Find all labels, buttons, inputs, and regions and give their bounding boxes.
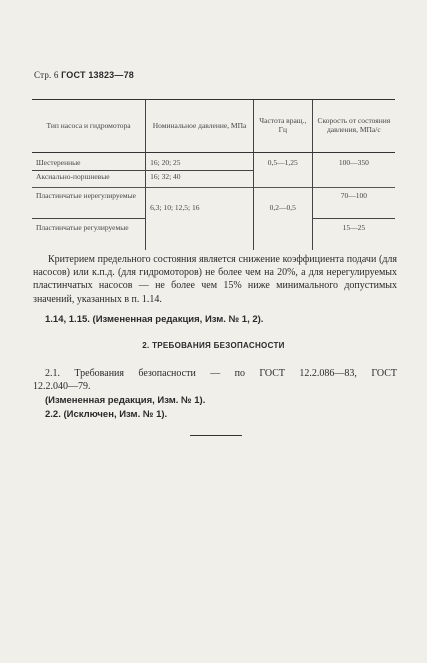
cell-pressure: 16; 32; 40 — [146, 170, 254, 187]
safety-item-2-1-cont: 12.2.040—79. — [33, 381, 91, 392]
cell-type: Аксиально-поршневые — [36, 171, 110, 181]
cell-freq: 0,5—1,25 — [253, 153, 312, 188]
cell-type: Шестеренные — [32, 153, 146, 171]
page-number: Стр. 6 — [34, 70, 59, 80]
cell-rate: 70—100 — [312, 187, 395, 218]
cell-rate: 15—25 — [312, 218, 395, 250]
safety-item-2-1: 2.1. Требования безопасности — по ГОСТ 12.2.086—83, ГОСТ — [45, 368, 397, 379]
page-header — [34, 70, 134, 80]
cell-type: Пластинчатые регулируемые — [36, 222, 129, 232]
amendment-note-2: (Измененная редакция, Изм. № 1). — [45, 395, 206, 406]
col-header-pressure: Номинальное давление, МПа — [146, 100, 254, 153]
section-title: 2. ТРЕБОВАНИЯ БЕЗОПАСНОСТИ — [142, 341, 285, 350]
table-header-row — [32, 100, 395, 153]
col-header-rate: Скорость от состояния давления, МПа/с — [312, 100, 395, 153]
amendment-note: 1.14, 1.15. (Измененная редакция, Изм. № 1, 2). — [45, 314, 264, 325]
standard-number: ГОСТ 13823—78 — [61, 70, 134, 80]
safety-item-2-2: 2.2. (Исключен, Изм. № 1). — [45, 409, 168, 420]
end-rule — [190, 435, 242, 436]
table-row — [32, 153, 395, 171]
cell-freq: 0,2—0,5 — [253, 187, 312, 250]
table-row — [32, 187, 395, 218]
cell-rate: 100—350 — [312, 153, 395, 188]
cell-type: Пластинчатые нерегулируемые — [32, 187, 146, 218]
cell-pressure: 6,3; 10; 12,5; 16 — [146, 187, 254, 250]
spec-table — [32, 100, 395, 250]
criterion-paragraph: Критерием предельного состояния является снижение коэффициента подачи (для насосов) или к.п.д. (для гидромоторов) не более чем на 20%, а для нерегулируемых пластинчатых насосов — не более чем 15% ниже минимального допустимых значений, указанных в п. 1.14. — [33, 254, 397, 305]
cell-pressure: 16; 20; 25 — [146, 153, 254, 171]
col-header-type: Тип насоса и гидромотора — [32, 100, 146, 153]
col-header-freq: Частота вращ., Гц — [253, 100, 312, 153]
